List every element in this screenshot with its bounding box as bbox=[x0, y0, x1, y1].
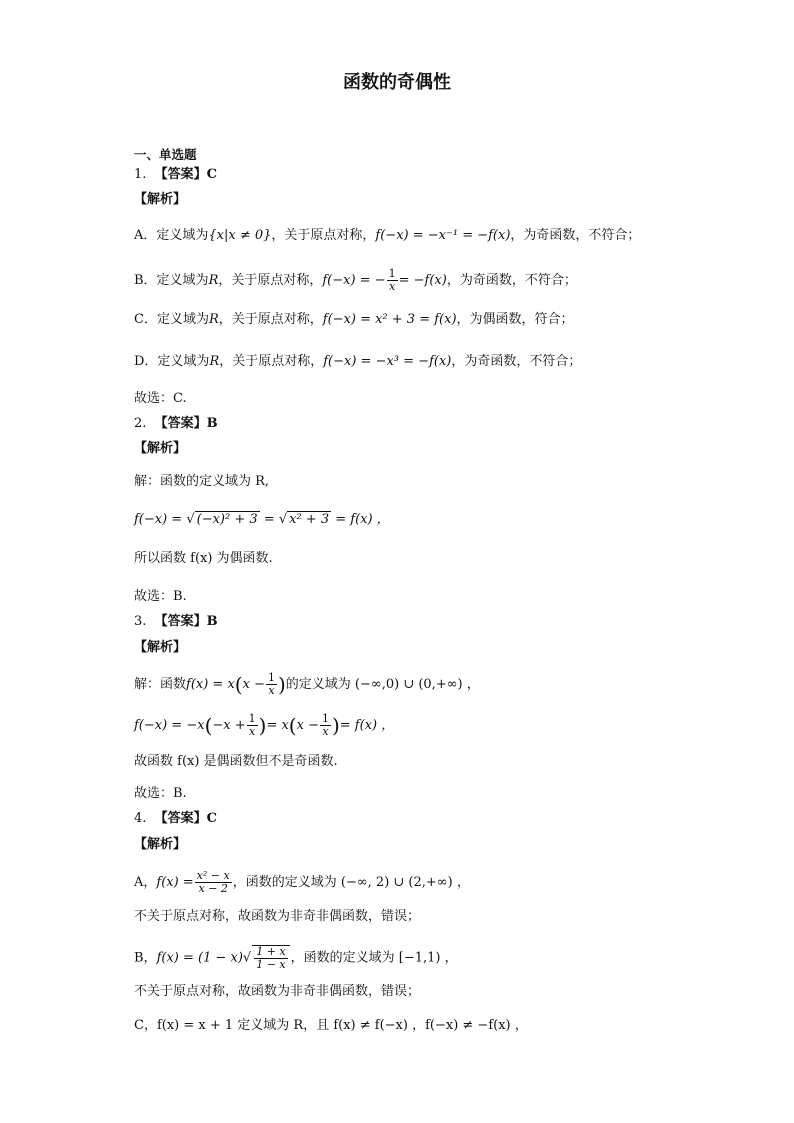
q4-option-a-line2: 不关于原点对称，故函数为非奇非偶函数，错误； bbox=[134, 909, 421, 924]
q4-a-fraction: $\frac{\text{x² − x}}{x - 2}$ bbox=[196, 869, 230, 895]
q3-answer-line bbox=[134, 613, 218, 631]
q4-option-a: A，f(x) = $\frac{\text{x² − x}}{x - 2}$ ，函数的定义域为 (−∞, 2) ∪ (2,+∞) ， bbox=[134, 869, 470, 895]
q2-analysis: 【解析】 bbox=[134, 441, 187, 456]
q1-option-b: B．定义域为R，关于原点对称，f(−x) = − $\frac{1}{x}$ = −f(x)，为奇函数，不符合； bbox=[134, 267, 577, 293]
q3-line2-fraction-1: $\frac{1}{x}$ bbox=[248, 712, 256, 738]
section-heading: 一、单选题 bbox=[134, 147, 197, 162]
q4-option-b-line2: 不关于原点对称，故函数为非奇非偶函数，错误； bbox=[134, 984, 421, 999]
q3-answer: 【答案】B bbox=[154, 614, 218, 629]
q3-analysis: 【解析】 bbox=[134, 640, 187, 655]
q4-answer-line bbox=[134, 810, 217, 828]
q4-analysis: 【解析】 bbox=[134, 837, 187, 852]
q3-number: 3. bbox=[134, 614, 147, 629]
q2-line1: 解：函数的定义域为 R, bbox=[134, 474, 270, 489]
q2-answer: 【答案】B bbox=[154, 416, 218, 431]
q4-option-c: C，f(x) = x + 1 定义域为 R，且 f(x) ≠ f(−x) ，f(−x) ≠ −f(x) ， bbox=[134, 1018, 528, 1033]
q1-answer: 【答案】C bbox=[154, 167, 218, 182]
q1-d-formula: f(−x) = −x³ = −f(x) bbox=[323, 354, 452, 369]
q3-line2: f(−x) = −x(−x + $\frac{1}{x}$ )= x(x − $\frac{1}{x}$ )= f(x) ， bbox=[134, 712, 395, 738]
q1-option-c: C．定义域为R，关于原点对称，f(−x) = x² + 3 = f(x)，为偶函数，符合； bbox=[134, 312, 574, 327]
q2-line3: 所以函数 f(x) 为偶函数. bbox=[134, 551, 273, 566]
q2-sqrt-1: (−x)² + 3 bbox=[196, 512, 258, 527]
q2-answer-line bbox=[134, 415, 218, 433]
q2-line2: f(−x) = √ (−x)² + 3 = √ x² + 3 = f(x) ， bbox=[134, 512, 390, 527]
q2-sqrt-2: x² + 3 bbox=[289, 512, 330, 527]
q1-a-formula: f(−x) = −x⁻¹ = −f(x) bbox=[375, 228, 511, 243]
q1-b-fraction: $\frac{1}{x}$ bbox=[388, 267, 396, 293]
q1-analysis: 【解析】 bbox=[134, 192, 187, 207]
q1-number: 1. bbox=[134, 167, 147, 182]
q1-answer-line bbox=[134, 166, 217, 184]
q3-line3: 故函数 f(x) 是偶函数但不是奇函数. bbox=[134, 754, 338, 769]
q4-b-sqrt-fraction: $\frac{1 + x}{1 - x}$ bbox=[252, 945, 289, 971]
q4-answer: 【答案】C bbox=[154, 811, 218, 826]
q3-line1: 解：函数f(x) = x(x − $\frac{1}{x}$ )的定义域为 (−∞,0) ∪ (0,+∞) ， bbox=[134, 671, 480, 697]
q3-line1-fraction: $\frac{1}{x}$ bbox=[267, 671, 275, 697]
q1-a-domain: {x|x ≠ 0} bbox=[208, 228, 272, 243]
q4-number: 4. bbox=[134, 811, 147, 826]
q1-option-d: D．定义域为R，关于原点对称，f(−x) = −x³ = −f(x)，为奇函数，不符合； bbox=[134, 354, 582, 369]
q1-option-a: A．定义域为{x|x ≠ 0}，关于原点对称，f(−x) = −x⁻¹ = −f(x)，为奇函数，不符合； bbox=[134, 228, 641, 243]
q2-choose: 故选：B. bbox=[134, 589, 187, 604]
q4-option-b: B，f(x) = (1 − x)√ $\frac{1 + x}{1 - x}$ ，函数的定义域为 [−1,1) ， bbox=[134, 945, 458, 971]
page-title: 函数的奇偶性 bbox=[343, 72, 451, 93]
q3-line2-fraction-2: $\frac{1}{x}$ bbox=[321, 712, 329, 738]
q2-number: 2. bbox=[134, 416, 147, 431]
q1-choose: 故选：C. bbox=[134, 391, 187, 406]
q3-choose: 故选：B. bbox=[134, 786, 187, 801]
q1-c-formula: f(−x) = x² + 3 = f(x) bbox=[322, 312, 457, 327]
